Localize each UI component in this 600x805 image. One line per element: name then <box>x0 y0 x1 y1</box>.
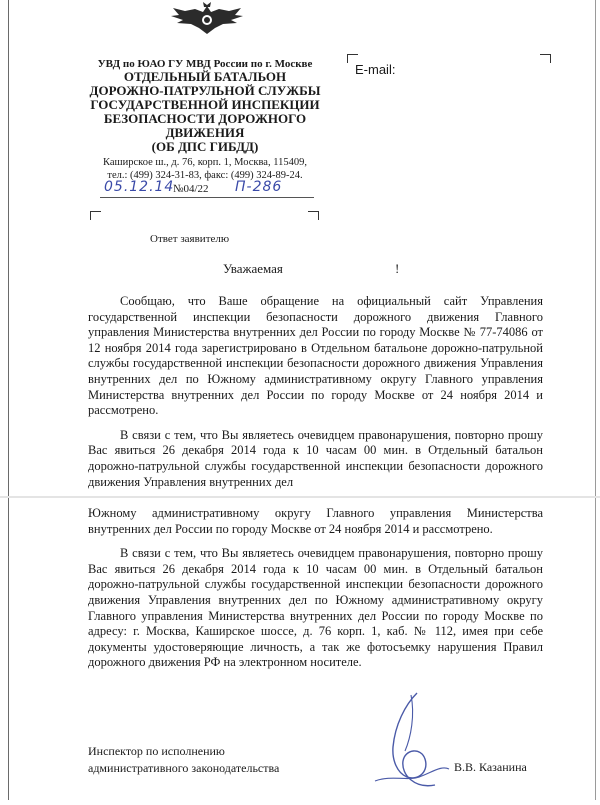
paragraph-summons-full: В связи с тем, что Вы являетесь очевидцем правонарушения, повторно прошу Вас явиться 26 декабря 2014 года к 10 часам 00 мин. в Отдельный батальон дорожно-патрульной службы государственной инспекции безопасности дорожного движения Управления внутренних дел по Южному административному округу Главного управления Министерства внутренних дел России по городу Москве по адресу: г. Москва, Каширское шоссе, д. 76 корп. 1, каб. № 112, имея при себе документы удостоверяющие личность, а так же фотосъемку нарушения Правил дорожного движения РФ на электронном носителе. <box>88 546 543 670</box>
email-label: E-mail: <box>355 62 396 77</box>
registration-number: П-286 <box>235 179 283 195</box>
corner-mark-addressee-left <box>90 211 101 220</box>
postal-address: Каширское ш., д. 76, корп. 1, Москва, 115409, <box>103 157 307 168</box>
department-line-4: БЕЗОПАСНОСТИ ДОРОЖНОГО <box>103 111 307 126</box>
department-line-2: ДОРОЖНО-ПАТРУЛЬНОЙ СЛУЖБЫ <box>89 83 321 98</box>
signatory-position-line-2: административного законодательства <box>88 761 280 775</box>
letterhead <box>70 58 340 182</box>
body-block-1 <box>88 294 543 499</box>
department-line-5: ДВИЖЕНИЯ <box>165 125 245 140</box>
paragraph-summons: В связи с тем, что Вы являетесь очевидцем правонарушения, повторно прошу Вас явиться 26 декабря 2014 года к 10 часам 00 мин. в Отдельный батальон дорожно-патрульной службы государственной инспекции безопасности дорожного движения Управления внутренних дел <box>88 427 543 489</box>
department-line-3: ГОСУДАРСТВЕННОЙ ИНСПЕКЦИИ <box>90 97 320 112</box>
handwritten-signature <box>345 685 455 800</box>
registration-row <box>80 179 320 201</box>
page-edge-right <box>595 0 596 800</box>
corner-mark-addressee-right <box>308 211 319 220</box>
body-block-2 <box>88 506 543 680</box>
department-line-6: (ОБ ДПС ГИБДД) <box>151 139 259 154</box>
paragraph-registration-repeat: Южному административному округу Главного управления Министерства внутренних дел России по городу Москве от 24 ноября 2014 и рассмотрено. <box>88 506 543 536</box>
paragraph-registration: Сообщаю, что Ваше обращение на официальный сайт Управления государственной инспекции безопасности дорожного движения Главного управления Министерства внутренних дел России по городу Москве № 77-74086 от 12 ноября 2014 года зарегистрировано в Отдельном батальоне дорожно-патрульной службы государственной инспекции безопасности дорожного движения Управления внутренних дел по Южному административному округу Главного управления Министерства внутренних дел России по городу Москве от 24 ноября 2014 и рассмотрено. <box>88 294 543 418</box>
salutation-word: Уважаемая <box>223 261 283 276</box>
signatory-position <box>88 743 279 777</box>
corner-mark-top-right <box>540 54 551 63</box>
signatory-position-line-1: Инспектор по исполнению <box>88 744 225 758</box>
page-edge-left <box>8 0 9 800</box>
addressee-line: Ответ заявителю <box>150 233 230 245</box>
registration-underline <box>100 197 314 198</box>
registration-number-prefix: №04/22 <box>173 183 209 195</box>
salutation-mark: ! <box>395 261 400 276</box>
department-line-1: ОТДЕЛЬНЫЙ БАТАЛЬОН <box>123 69 287 84</box>
signatory-name: В.В. Казанина <box>454 760 527 774</box>
eagle-emblem <box>165 0 249 36</box>
phone-fax: тел.: (499) 324-31-83, факс: (499) 324-89-24. <box>107 170 303 181</box>
agency-name: УВД по ЮАО ГУ МВД России по г. Москве <box>97 58 313 70</box>
registration-date: 05.12.14 <box>104 179 175 195</box>
